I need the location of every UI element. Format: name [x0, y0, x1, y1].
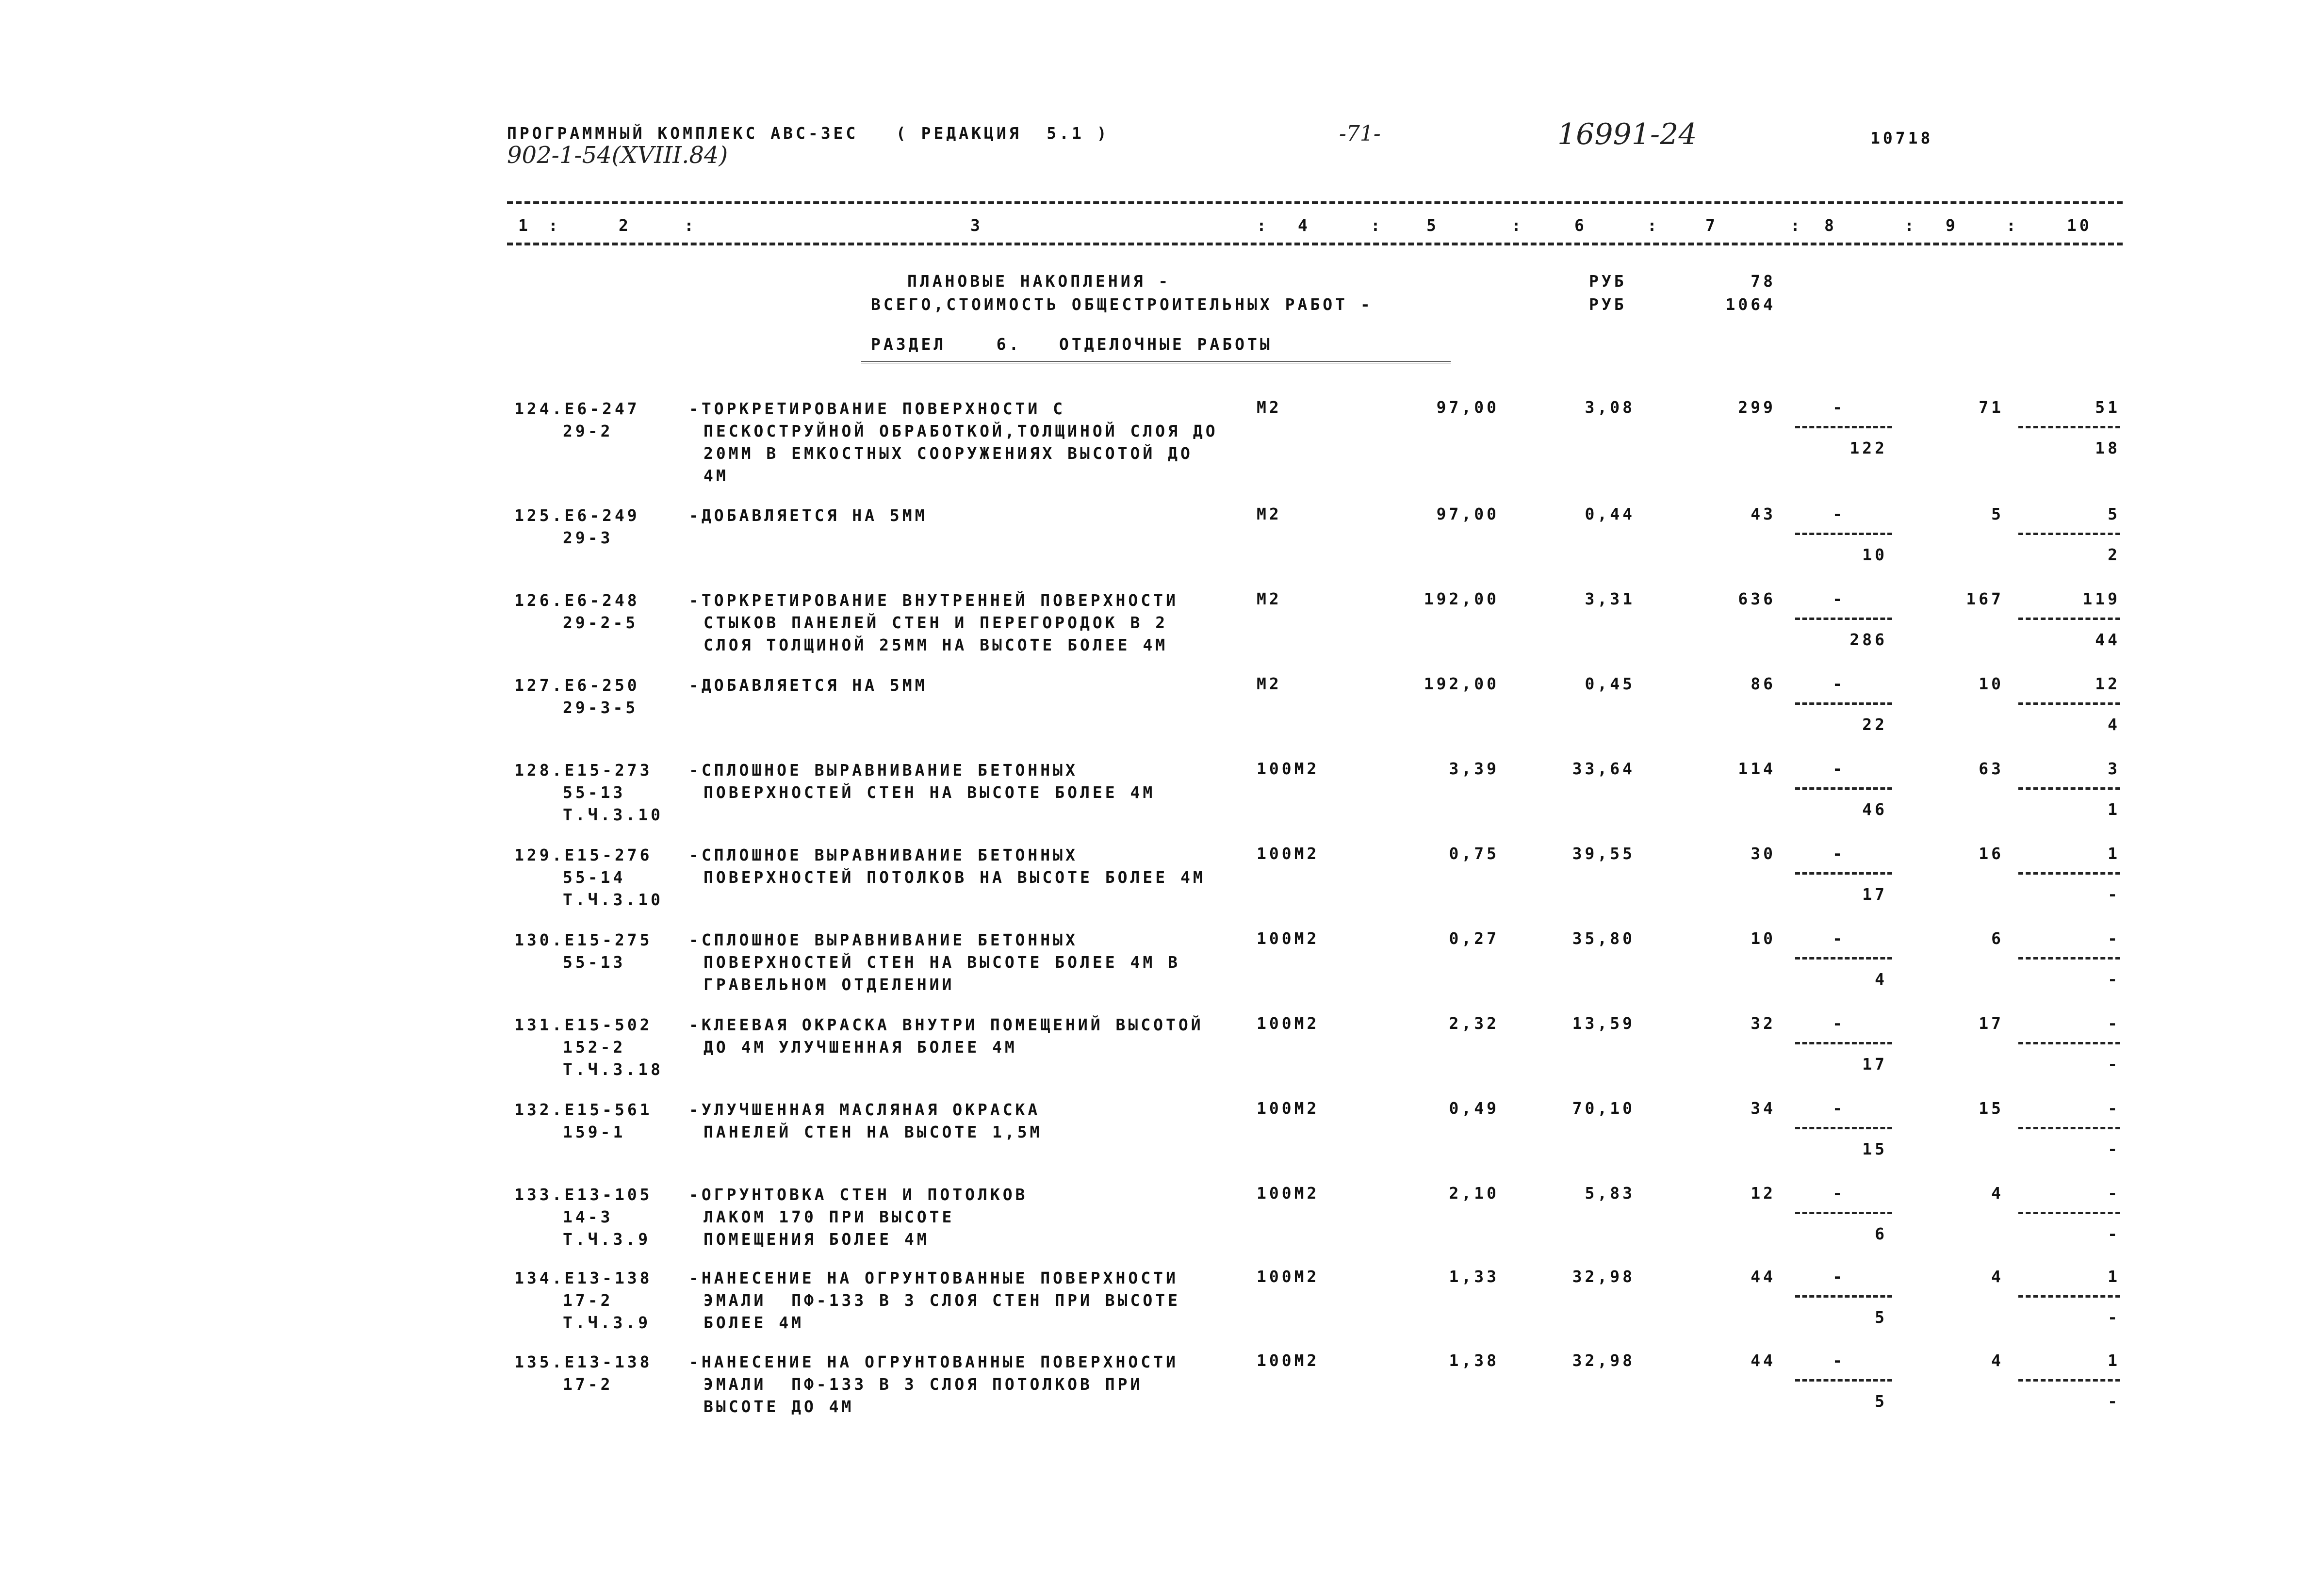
row-code-line: 124.Е6-247	[514, 399, 640, 418]
fraction-rule	[2018, 1127, 2120, 1129]
document-code: 10718	[1870, 129, 1933, 147]
fraction-rule	[2018, 702, 2120, 705]
row-description-line: -УЛУЧШЕННАЯ МАСЛЯНАЯ ОКРАСКА	[689, 1100, 1041, 1119]
row-code-line: Т.Ч.3.10	[563, 805, 663, 824]
row-col8-bottom: 10	[1862, 545, 1887, 564]
estimate-row	[0, 674, 2324, 752]
row-code	[514, 504, 640, 549]
row-code	[514, 759, 663, 826]
fraction-rule	[2018, 1212, 2120, 1214]
row-unit-price: 32,98	[1572, 1351, 1635, 1370]
project-number: 902-1-54(XVIII.84)	[507, 142, 728, 169]
estimate-row	[0, 1099, 2324, 1176]
column-separator: :	[684, 216, 697, 235]
row-code	[514, 844, 663, 911]
row-description-line: 20ММ В ЕМКОСТНЫХ СООРУЖЕНИЯХ ВЫСОТОЙ ДО	[704, 444, 1193, 463]
row-unit: М2	[1257, 589, 1282, 608]
summary-label-overhead: ПЛАНОВЫЕ НАКОПЛЕНИЯ -	[907, 272, 1171, 291]
row-col10-top: 1	[2108, 844, 2120, 863]
row-description	[689, 589, 1178, 656]
row-unit: 100М2	[1257, 1267, 1320, 1286]
row-description-line: ПОВЕРХНОСТЕЙ СТЕН НА ВЫСОТЕ БОЛЕЕ 4М В	[704, 953, 1180, 972]
row-description-line: 4М	[704, 466, 729, 485]
row-code	[514, 589, 640, 634]
row-col10-top: 51	[2095, 398, 2120, 417]
row-code	[514, 1099, 653, 1143]
row-col8-top: -	[1833, 759, 1845, 778]
row-code-line: 55-13	[563, 953, 626, 972]
row-unit: 100М2	[1257, 1099, 1320, 1118]
row-unit-price: 35,80	[1572, 929, 1635, 948]
column-header-1: 1	[518, 216, 531, 235]
row-unit-price: 33,64	[1572, 759, 1635, 778]
row-description-line: СТЫКОВ ПАНЕЛЕЙ СТЕН И ПЕРЕГОРОДОК В 2	[704, 613, 1168, 632]
row-unit: М2	[1257, 674, 1282, 693]
row-col8-bottom: 17	[1862, 1055, 1887, 1074]
document-number: 16991-24	[1557, 117, 1697, 151]
row-description-line: ПЕСКОСТРУЙНОЙ ОБРАБОТКОЙ,ТОЛЩИНОЙ СЛОЯ ДО	[704, 422, 1218, 440]
row-description-line: -КЛЕЕВАЯ ОКРАСКА ВНУТРИ ПОМЕЩЕНИЙ ВЫСОТОЙ	[689, 1015, 1204, 1034]
row-description	[689, 844, 1206, 889]
column-separator: :	[1647, 216, 1660, 235]
row-description-line: -НАНЕСЕНИЕ НА ОГРУНТОВАННЫЕ ПОВЕРХНОСТИ	[689, 1352, 1178, 1371]
summary-value-total: 1064	[1725, 295, 1776, 314]
row-col8-bottom: 4	[1875, 970, 1887, 989]
column-header-6: 6	[1574, 216, 1587, 235]
row-quantity: 97,00	[1436, 504, 1499, 523]
row-description-line: -СПЛОШНОЕ ВЫРАВНИВАНИЕ БЕТОННЫХ	[689, 846, 1078, 864]
row-unit: 100М2	[1257, 844, 1320, 863]
row-code	[514, 1014, 663, 1081]
row-unit: 100М2	[1257, 929, 1320, 948]
row-description-line: -ТОРКРЕТИРОВАНИЕ ПОВЕРХНОСТИ С	[689, 399, 1066, 418]
row-description-line: ДО 4М УЛУЧШЕННАЯ БОЛЕЕ 4М	[704, 1038, 1017, 1057]
row-col10-bottom: -	[2108, 1224, 2120, 1243]
row-code	[514, 1184, 653, 1251]
fraction-rule	[1795, 618, 1892, 620]
row-code-line: Т.Ч.3.10	[563, 890, 663, 909]
row-total: 34	[1751, 1099, 1776, 1118]
fraction-rule	[2018, 618, 2120, 620]
row-col8-top: -	[1833, 504, 1845, 523]
row-description-line: ПОВЕРХНОСТЕЙ СТЕН НА ВЫСОТЕ БОЛЕЕ 4М	[704, 783, 1156, 802]
row-col8-top: -	[1833, 1014, 1845, 1033]
row-col10-bottom: 1	[2108, 800, 2120, 819]
row-description-line: ЭМАЛИ ПФ-133 В 3 СЛОЯ СТЕН ПРИ ВЫСОТЕ	[704, 1291, 1180, 1310]
row-col10-bottom: -	[2108, 1139, 2120, 1158]
row-col10-bottom: -	[2108, 1392, 2120, 1411]
row-col9: 6	[1991, 929, 2004, 948]
column-separator: :	[1790, 216, 1803, 235]
column-header-9: 9	[1946, 216, 1958, 235]
row-code	[514, 398, 640, 442]
row-description-line: ЭМАЛИ ПФ-133 В 3 СЛОЯ ПОТОЛКОВ ПРИ	[704, 1375, 1143, 1394]
row-col9: 63	[1979, 759, 2004, 778]
row-col8-top: -	[1833, 1351, 1845, 1370]
fraction-rule	[1795, 702, 1892, 705]
row-code-line: 127.Е6-250	[514, 676, 640, 695]
row-col10-bottom: -	[2108, 1055, 2120, 1074]
row-total: 299	[1738, 398, 1776, 417]
column-separator: :	[548, 216, 561, 235]
header-bottom-rule	[507, 243, 2123, 245]
row-col8-bottom: 5	[1875, 1392, 1887, 1411]
row-description-line: ПОВЕРХНОСТЕЙ ПОТОЛКОВ НА ВЫСОТЕ БОЛЕЕ 4М	[704, 868, 1206, 887]
row-description	[689, 1351, 1178, 1418]
summary-unit-total: РУБ	[1589, 295, 1627, 314]
summary-label-total: ВСЕГО,СТОИМОСТЬ ОБЩЕСТРОИТЕЛЬНЫХ РАБОТ -	[871, 295, 1373, 314]
row-unit-price: 3,08	[1585, 398, 1635, 417]
row-description-line: ПАНЕЛЕЙ СТЕН НА ВЫСОТЕ 1,5М	[704, 1122, 1043, 1141]
row-unit: М2	[1257, 504, 1282, 523]
row-col8-top: -	[1833, 398, 1845, 417]
row-col8-top: -	[1833, 589, 1845, 608]
row-code-line: 17-2	[563, 1291, 613, 1310]
row-description-line: -НАНЕСЕНИЕ НА ОГРУНТОВАННЫЕ ПОВЕРХНОСТИ	[689, 1269, 1178, 1287]
row-total: 114	[1738, 759, 1776, 778]
row-col9: 15	[1979, 1099, 2004, 1118]
row-total: 44	[1751, 1351, 1776, 1370]
row-col9: 4	[1991, 1184, 2004, 1203]
row-col9: 4	[1991, 1267, 2004, 1286]
estimate-row	[0, 844, 2324, 922]
row-code-line: 55-14	[563, 868, 626, 887]
row-code-line: 128.Е15-273	[514, 761, 653, 780]
row-col8-top: -	[1833, 1099, 1845, 1118]
fraction-rule	[1795, 1379, 1892, 1382]
row-col10-top: -	[2108, 1014, 2120, 1033]
header-top-rule	[507, 201, 2123, 204]
row-code-line: 29-3	[563, 528, 613, 547]
fraction-rule	[1795, 1042, 1892, 1044]
column-header-7: 7	[1705, 216, 1718, 235]
estimate-row	[0, 398, 2324, 485]
row-description-line: -ДОБАВЛЯЕТСЯ НА 5ММ	[689, 676, 928, 695]
row-description-line: БОЛЕЕ 4М	[704, 1313, 804, 1332]
row-quantity: 97,00	[1436, 398, 1499, 417]
row-quantity: 2,32	[1449, 1014, 1499, 1033]
row-col8-bottom: 6	[1875, 1224, 1887, 1243]
row-col8-bottom: 286	[1849, 630, 1887, 649]
row-description-line: -ОГРУНТОВКА СТЕН И ПОТОЛКОВ	[689, 1185, 1028, 1204]
column-header-3: 3	[970, 216, 983, 235]
row-description	[689, 398, 1218, 487]
estimate-row	[0, 1014, 2324, 1091]
fraction-rule	[1795, 872, 1892, 875]
row-code-line: Т.Ч.3.9	[563, 1313, 651, 1332]
row-col8-bottom: 15	[1862, 1139, 1887, 1158]
column-separator: :	[1511, 216, 1524, 235]
estimate-row	[0, 1184, 2324, 1261]
row-description	[689, 504, 928, 527]
column-separator: :	[1257, 216, 1269, 235]
row-code-line: 152-2	[563, 1038, 626, 1057]
row-code-line: 17-2	[563, 1375, 613, 1394]
row-code-line: 29-2-5	[563, 613, 638, 632]
row-total: 44	[1751, 1267, 1776, 1286]
row-code-line: 129.Е15-276	[514, 846, 653, 864]
row-col9: 16	[1979, 844, 2004, 863]
row-description-line: -СПЛОШНОЕ ВЫРАВНИВАНИЕ БЕТОННЫХ	[689, 930, 1078, 949]
row-description-line: -ДОБАВЛЯЕТСЯ НА 5ММ	[689, 506, 928, 525]
row-code-line: 29-2	[563, 422, 613, 440]
fraction-rule	[2018, 1379, 2120, 1382]
estimate-row	[0, 589, 2324, 667]
row-col8-bottom: 22	[1862, 715, 1887, 734]
row-unit-price: 0,45	[1585, 674, 1635, 693]
row-description-line: ВЫСОТЕ ДО 4М	[704, 1397, 854, 1416]
program-header: ПРОГРАММНЫЙ КОМПЛЕКС АВС-3ЕС ( РЕДАКЦИЯ 5.1 )	[507, 124, 1110, 143]
estimate-row	[0, 759, 2324, 837]
estimate-row	[0, 1267, 2324, 1345]
row-total: 32	[1751, 1014, 1776, 1033]
row-quantity: 2,10	[1449, 1184, 1499, 1203]
column-header-5: 5	[1426, 216, 1439, 235]
row-quantity: 192,00	[1424, 674, 1499, 693]
fraction-rule	[2018, 872, 2120, 875]
summary-value-overhead: 78	[1751, 272, 1776, 291]
row-col8-top: -	[1833, 844, 1845, 863]
summary-unit-overhead: РУБ	[1589, 272, 1627, 291]
row-unit: 100М2	[1257, 1184, 1320, 1203]
row-unit-price: 39,55	[1572, 844, 1635, 863]
fraction-rule	[1795, 1295, 1892, 1298]
row-description-line: ПОМЕЩЕНИЯ БОЛЕЕ 4М	[704, 1230, 930, 1249]
column-separator: :	[1371, 216, 1383, 235]
row-col10-bottom: 4	[2108, 715, 2120, 734]
row-total: 86	[1751, 674, 1776, 693]
row-col10-top: 5	[2108, 504, 2120, 523]
row-col8-top: -	[1833, 1267, 1845, 1286]
row-unit-price: 13,59	[1572, 1014, 1635, 1033]
row-col8-bottom: 17	[1862, 885, 1887, 904]
row-col10-top: 119	[2082, 589, 2120, 608]
row-quantity: 1,33	[1449, 1267, 1499, 1286]
section-underline	[861, 361, 1451, 366]
row-code-line: 130.Е15-275	[514, 930, 653, 949]
row-code-line: 134.Е13-138	[514, 1269, 653, 1287]
row-unit: 100М2	[1257, 759, 1320, 778]
row-col9: 5	[1991, 504, 2004, 523]
row-col8-bottom: 46	[1862, 800, 1887, 819]
section-title: РАЗДЕЛ 6. ОТДЕЛОЧНЫЕ РАБОТЫ	[871, 335, 1273, 354]
row-col9: 71	[1979, 398, 2004, 417]
row-col9: 17	[1979, 1014, 2004, 1033]
fraction-rule	[2018, 426, 2120, 428]
row-code-line: 133.Е13-105	[514, 1185, 653, 1204]
row-col9: 167	[1966, 589, 2004, 608]
row-col10-top: -	[2108, 929, 2120, 948]
row-unit: 100М2	[1257, 1351, 1320, 1370]
row-description	[689, 1184, 1028, 1251]
row-description	[689, 1099, 1042, 1143]
row-col10-bottom: -	[2108, 885, 2120, 904]
row-col8-top: -	[1833, 674, 1845, 693]
row-col10-top: 1	[2108, 1351, 2120, 1370]
page-number: -71-	[1339, 121, 1381, 146]
column-separator: :	[2006, 216, 2019, 235]
fraction-rule	[1795, 1127, 1892, 1129]
row-code-line: 29-3-5	[563, 698, 638, 717]
row-col8-bottom: 5	[1875, 1308, 1887, 1327]
row-description	[689, 674, 928, 697]
row-quantity: 0,75	[1449, 844, 1499, 863]
row-code	[514, 674, 640, 719]
fraction-rule	[2018, 787, 2120, 790]
row-quantity: 1,38	[1449, 1351, 1499, 1370]
row-description-line: СЛОЯ ТОЛЩИНОЙ 25ММ НА ВЫСОТЕ БОЛЕЕ 4М	[704, 635, 1168, 654]
row-col10-bottom: 2	[2108, 545, 2120, 564]
row-col10-top: 1	[2108, 1267, 2120, 1286]
row-total: 10	[1751, 929, 1776, 948]
fraction-rule	[1795, 426, 1892, 428]
row-description-line: ЛАКОМ 170 ПРИ ВЫСОТЕ	[704, 1207, 955, 1226]
row-col10-bottom: 18	[2095, 439, 2120, 457]
fraction-rule	[2018, 533, 2120, 535]
row-code-line: 159-1	[563, 1122, 626, 1141]
row-quantity: 3,39	[1449, 759, 1499, 778]
row-unit: 100М2	[1257, 1014, 1320, 1033]
row-col10-top: 12	[2095, 674, 2120, 693]
row-col10-top: 3	[2108, 759, 2120, 778]
estimate-row	[0, 1351, 2324, 1429]
fraction-rule	[2018, 1042, 2120, 1044]
row-col10-bottom: -	[2108, 970, 2120, 989]
row-description	[689, 929, 1180, 996]
row-description-line: -ТОРКРЕТИРОВАНИЕ ВНУТРЕННЕЙ ПОВЕРХНОСТИ	[689, 591, 1178, 610]
row-code-line: 131.Е15-502	[514, 1015, 653, 1034]
row-quantity: 192,00	[1424, 589, 1499, 608]
column-header-4: 4	[1298, 216, 1310, 235]
row-code-line: 132.Е15-561	[514, 1100, 653, 1119]
fraction-rule	[1795, 787, 1892, 790]
row-description	[689, 759, 1155, 804]
row-code-line: 55-13	[563, 783, 626, 802]
column-header-2: 2	[619, 216, 631, 235]
row-description-line: ГРАВЕЛЬНОМ ОТДЕЛЕНИИ	[704, 975, 955, 994]
row-col10-top: -	[2108, 1099, 2120, 1118]
row-col10-bottom: -	[2108, 1308, 2120, 1327]
row-code-line: 14-3	[563, 1207, 613, 1226]
row-code-line: 135.Е13-138	[514, 1352, 653, 1371]
fraction-rule	[1795, 957, 1892, 960]
row-quantity: 0,27	[1449, 929, 1499, 948]
fraction-rule	[2018, 1295, 2120, 1298]
fraction-rule	[2018, 957, 2120, 960]
row-col9: 4	[1991, 1351, 2004, 1370]
row-col8-bottom: 122	[1849, 439, 1887, 457]
row-code	[514, 929, 653, 974]
column-header-10: 10	[2067, 216, 2092, 235]
row-code-line: Т.Ч.3.18	[563, 1060, 663, 1079]
row-code-line: Т.Ч.3.9	[563, 1230, 651, 1249]
row-unit-price: 32,98	[1572, 1267, 1635, 1286]
row-description	[689, 1267, 1180, 1334]
row-total: 636	[1738, 589, 1776, 608]
row-col10-top: -	[2108, 1184, 2120, 1203]
row-col9: 10	[1979, 674, 2004, 693]
column-header-8: 8	[1824, 216, 1837, 235]
row-code-line: 126.Е6-248	[514, 591, 640, 610]
row-col8-top: -	[1833, 1184, 1845, 1203]
row-code	[514, 1267, 653, 1334]
row-total: 43	[1751, 504, 1776, 523]
row-quantity: 0,49	[1449, 1099, 1499, 1118]
row-unit-price: 5,83	[1585, 1184, 1635, 1203]
row-description-line: -СПЛОШНОЕ ВЫРАВНИВАНИЕ БЕТОННЫХ	[689, 761, 1078, 780]
row-unit-price: 3,31	[1585, 589, 1635, 608]
row-unit-price: 0,44	[1585, 504, 1635, 523]
fraction-rule	[1795, 533, 1892, 535]
row-description	[689, 1014, 1204, 1058]
row-unit-price: 70,10	[1572, 1099, 1635, 1118]
row-unit: М2	[1257, 398, 1282, 417]
fraction-rule	[1795, 1212, 1892, 1214]
estimate-row	[0, 929, 2324, 1007]
row-code-line: 125.Е6-249	[514, 506, 640, 525]
row-total: 12	[1751, 1184, 1776, 1203]
row-col10-bottom: 44	[2095, 630, 2120, 649]
row-col8-top: -	[1833, 929, 1845, 948]
row-total: 30	[1751, 844, 1776, 863]
row-code	[514, 1351, 653, 1396]
estimate-row	[0, 504, 2324, 582]
column-separator: :	[1904, 216, 1917, 235]
